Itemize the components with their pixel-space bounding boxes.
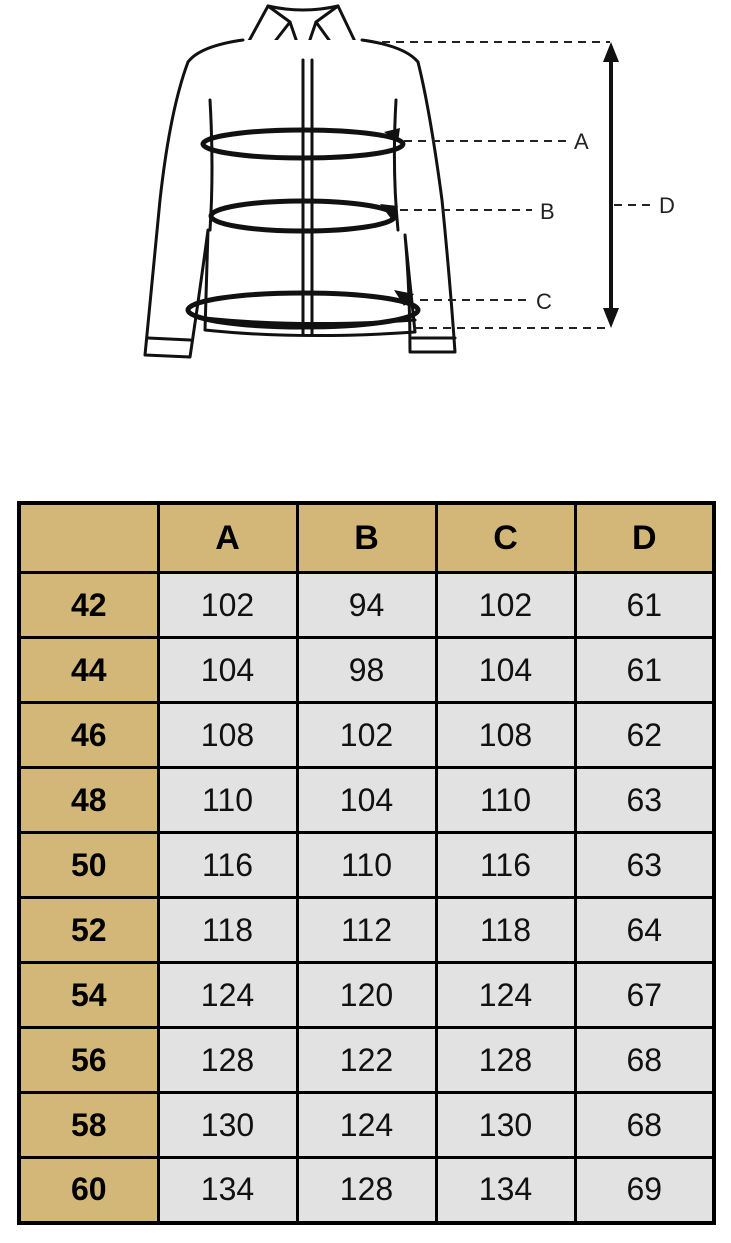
table-row <box>19 1093 714 1158</box>
table-row <box>19 573 714 638</box>
value-cell: 68 <box>575 1093 714 1158</box>
header-corner <box>19 503 158 573</box>
table-row <box>19 703 714 768</box>
value-cell: 128 <box>436 1028 575 1093</box>
value-cell: 116 <box>436 833 575 898</box>
size-cell: 50 <box>19 833 158 898</box>
size-chart-table <box>17 501 716 1225</box>
value-cell: 118 <box>436 898 575 963</box>
value-cell: 110 <box>297 833 436 898</box>
size-cell: 58 <box>19 1093 158 1158</box>
header-row <box>19 503 714 573</box>
size-cell: 44 <box>19 638 158 703</box>
header-b: B <box>297 503 436 573</box>
label-d: D <box>659 193 675 218</box>
value-cell: 67 <box>575 963 714 1028</box>
value-cell: 64 <box>575 898 714 963</box>
header-d: D <box>575 503 714 573</box>
value-cell: 120 <box>297 963 436 1028</box>
label-b: B <box>540 199 555 224</box>
value-cell: 102 <box>297 703 436 768</box>
value-cell: 68 <box>575 1028 714 1093</box>
value-cell: 128 <box>297 1158 436 1223</box>
size-cell: 56 <box>19 1028 158 1093</box>
table-row <box>19 898 714 963</box>
table-row <box>19 768 714 833</box>
value-cell: 104 <box>297 768 436 833</box>
value-cell: 122 <box>297 1028 436 1093</box>
value-cell: 102 <box>436 573 575 638</box>
size-cell: 60 <box>19 1158 158 1223</box>
size-cell: 46 <box>19 703 158 768</box>
value-cell: 102 <box>158 573 297 638</box>
value-cell: 62 <box>575 703 714 768</box>
header-a: A <box>158 503 297 573</box>
value-cell: 104 <box>436 638 575 703</box>
value-cell: 134 <box>436 1158 575 1223</box>
length-arrow <box>603 42 619 328</box>
value-cell: 63 <box>575 768 714 833</box>
table-row <box>19 963 714 1028</box>
value-cell: 61 <box>575 573 714 638</box>
label-c: C <box>536 289 552 314</box>
value-cell: 134 <box>158 1158 297 1223</box>
value-cell: 108 <box>158 703 297 768</box>
table-row <box>19 638 714 703</box>
value-cell: 110 <box>436 768 575 833</box>
size-cell: 42 <box>19 573 158 638</box>
table-row <box>19 1158 714 1223</box>
value-cell: 112 <box>297 898 436 963</box>
value-cell: 110 <box>158 768 297 833</box>
value-cell: 108 <box>436 703 575 768</box>
value-cell: 124 <box>436 963 575 1028</box>
label-a: A <box>574 129 589 154</box>
value-cell: 94 <box>297 573 436 638</box>
value-cell: 128 <box>158 1028 297 1093</box>
value-cell: 61 <box>575 638 714 703</box>
value-cell: 130 <box>436 1093 575 1158</box>
value-cell: 104 <box>158 638 297 703</box>
value-cell: 118 <box>158 898 297 963</box>
table-row <box>19 1028 714 1093</box>
value-cell: 124 <box>158 963 297 1028</box>
value-cell: 130 <box>158 1093 297 1158</box>
value-cell: 63 <box>575 833 714 898</box>
header-c: C <box>436 503 575 573</box>
jacket-measurement-diagram <box>0 0 731 380</box>
size-cell: 52 <box>19 898 158 963</box>
size-cell: 54 <box>19 963 158 1028</box>
size-cell: 48 <box>19 768 158 833</box>
value-cell: 69 <box>575 1158 714 1223</box>
value-cell: 116 <box>158 833 297 898</box>
value-cell: 124 <box>297 1093 436 1158</box>
table-row <box>19 833 714 898</box>
value-cell: 98 <box>297 638 436 703</box>
